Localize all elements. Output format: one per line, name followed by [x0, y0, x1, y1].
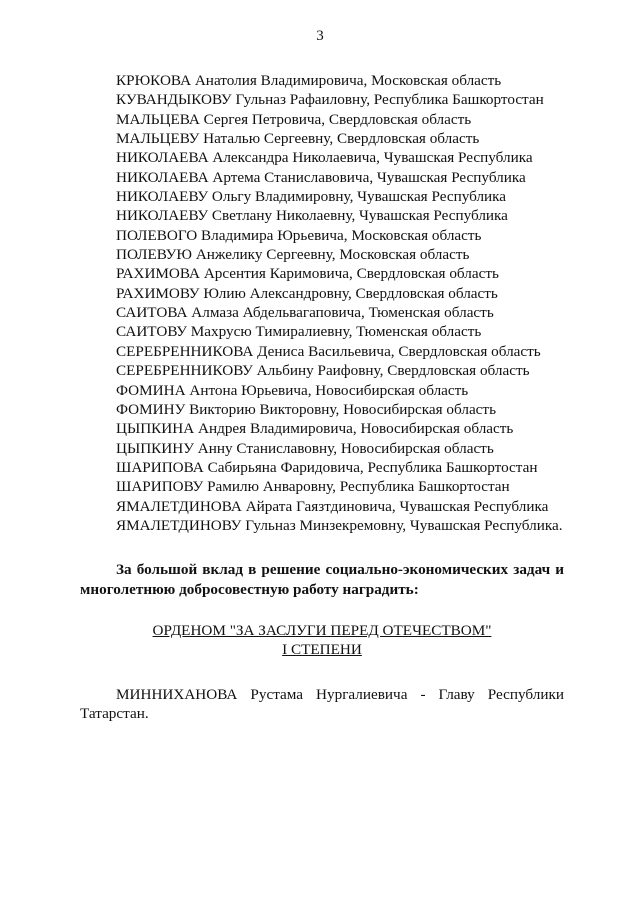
list-item: НИКОЛАЕВА Александра Николаевича, Чувашская Республика [116, 149, 533, 167]
order-title [80, 621, 564, 660]
list-item: ШАРИПОВА Сабирьяна Фаридовича, Республика Башкортостан [116, 458, 538, 476]
list-item: МАЛЬЦЕВУ Наталью Сергеевну, Свердловская область [116, 130, 480, 148]
list-item: ЯМАЛЕТДИНОВА Айрата Гаязтдиновича, Чувашская Республика [116, 497, 549, 515]
list-item: РАХИМОВУ Юлию Александровну, Свердловская область [116, 284, 498, 302]
award-recipient: МИННИХАНОВА Рустама Нургалиевича - Главу Республики Татарстан. [80, 685, 564, 722]
list-item: САИТОВУ Махрусю Тимиралиевну, Тюменская область [116, 323, 482, 341]
list-item: ЦЫПКИНА Андрея Владимировича, Новосибирская область [116, 420, 514, 438]
order-degree-line: I СТЕПЕНИ [282, 641, 362, 659]
list-item: НИКОЛАЕВУ Ольгу Владимировну, Чувашская Республика [116, 188, 507, 206]
list-item: НИКОЛАЕВА Артема Станиславовича, Чувашская Республика [116, 168, 526, 186]
list-item: ФОМИНА Антона Юрьевича, Новосибирская область [116, 381, 469, 399]
list-item: ФОМИНУ Викторию Викторовну, Новосибирская область [116, 400, 496, 418]
list-item: САИТОВА Алмаза Абдельвагаповича, Тюменская область [116, 304, 494, 322]
document-body [80, 71, 564, 723]
list-item: ПОЛЕВОГО Владимира Юрьевича, Московская область [116, 226, 482, 244]
list-item: СЕРЕБРЕННИКОВА Дениса Васильевича, Свердловская область [116, 342, 541, 360]
order-title-line: ОРДЕНОМ "ЗА ЗАСЛУГИ ПЕРЕД ОТЕЧЕСТВОМ" [152, 621, 492, 639]
page-number: 3 [316, 28, 324, 44]
list-item: ЯМАЛЕТДИНОВУ Гульназ Минзекремовну, Чувашская Республика. [116, 516, 563, 534]
list-item: МАЛЬЦЕВА Сергея Петровича, Свердловская область [116, 110, 472, 128]
list-item: КУВАНДЫКОВУ Гульназ Рафаиловну, Республика Башкортостан [116, 91, 544, 109]
list-item: ЦЫПКИНУ Анну Станиславовну, Новосибирская область [116, 439, 494, 457]
list-item: ШАРИПОВУ Рамилю Анваровну, Республика Башкортостан [116, 478, 510, 496]
list-item: СЕРЕБРЕННИКОВУ Альбину Раифовну, Свердловская область [116, 362, 530, 380]
decree-heading: За большой вклад в решение социально-экономических задач и многолетнюю добросовестную работу наградить: [80, 561, 564, 598]
awardee-list [80, 71, 564, 535]
list-item: КРЮКОВА Анатолия Владимировича, Московская область [116, 72, 502, 89]
list-item: РАХИМОВА Арсентия Каримовича, Свердловская область [116, 265, 499, 283]
list-item: ПОЛЕВУЮ Анжелику Сергеевну, Московская область [116, 246, 470, 264]
list-item: НИКОЛАЕВУ Светлану Николаевну, Чувашская Республика [116, 207, 508, 225]
